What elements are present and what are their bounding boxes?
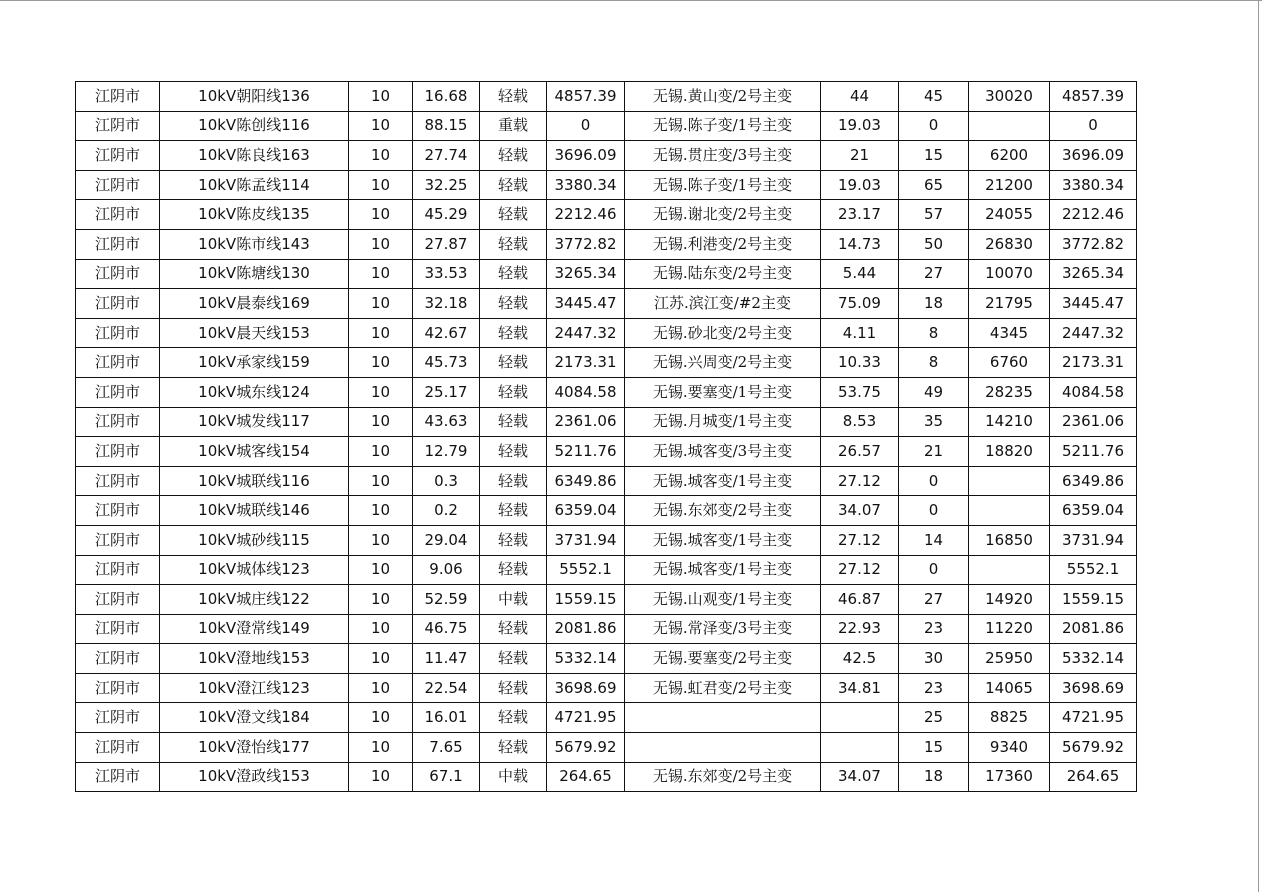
open-capacity-cell: 3445.47 [1050,289,1137,319]
line-name-cell: 10kV陈良线163 [160,141,349,171]
load-status-cell: 轻载 [480,377,547,407]
line-name-cell: 10kV陈市线143 [160,229,349,259]
open-capacity-cell: 2173.31 [1050,348,1137,378]
table-row [76,673,1137,703]
transformer-cell: 无锡.砂北变/2号主变 [625,318,821,348]
transformer-cell: 无锡.月城变/1号主变 [625,407,821,437]
line-name-cell: 10kV城客线154 [160,437,349,467]
transformer-cell: 无锡.要塞变/1号主变 [625,377,821,407]
open-capacity-cell: 1559.15 [1050,585,1137,615]
transformer-cell: 无锡.黄山变/2号主变 [625,82,821,112]
transformer-cell: 无锡.利港变/2号主变 [625,229,821,259]
table-row [76,170,1137,200]
voltage-cell: 10 [349,170,413,200]
user-count-cell: 30 [899,644,969,674]
transformer-load-rate-cell: 46.87 [821,585,899,615]
load-status-cell: 轻载 [480,407,547,437]
table-row [76,555,1137,585]
line-name-cell: 10kV澄政线153 [160,762,349,792]
load-rate-cell: 0.3 [413,466,480,496]
load-status-cell: 轻载 [480,614,547,644]
voltage-cell: 10 [349,555,413,585]
installed-capacity-cell: 10070 [969,259,1050,289]
open-capacity-cell: 3265.34 [1050,259,1137,289]
open-capacity-cell: 3772.82 [1050,229,1137,259]
table-row [76,289,1137,319]
load-rate-cell: 29.04 [413,525,480,555]
voltage-cell: 10 [349,318,413,348]
table-row [76,703,1137,733]
user-count-cell: 27 [899,585,969,615]
open-capacity-cell: 4721.95 [1050,703,1137,733]
load-status-cell: 轻载 [480,200,547,230]
open-capacity-cell: 5552.1 [1050,555,1137,585]
available-capacity-cell: 2173.31 [547,348,625,378]
load-status-cell: 轻载 [480,229,547,259]
load-status-cell: 重载 [480,111,547,141]
user-count-cell: 49 [899,377,969,407]
line-name-cell: 10kV陈创线116 [160,111,349,141]
transformer-cell: 无锡.山观变/1号主变 [625,585,821,615]
available-capacity-cell: 5552.1 [547,555,625,585]
open-capacity-cell: 2447.32 [1050,318,1137,348]
voltage-cell: 10 [349,377,413,407]
installed-capacity-cell: 6200 [969,141,1050,171]
load-rate-cell: 32.25 [413,170,480,200]
open-capacity-cell: 6359.04 [1050,496,1137,526]
user-count-cell: 15 [899,141,969,171]
transformer-load-rate-cell: 42.5 [821,644,899,674]
installed-capacity-cell: 16850 [969,525,1050,555]
city-cell: 江阴市 [76,141,160,171]
table-row [76,466,1137,496]
city-cell: 江阴市 [76,437,160,467]
available-capacity-cell: 2447.32 [547,318,625,348]
table-body [76,82,1137,792]
available-capacity-cell: 5332.14 [547,644,625,674]
available-capacity-cell: 3698.69 [547,673,625,703]
city-cell: 江阴市 [76,229,160,259]
load-status-cell: 中载 [480,585,547,615]
open-capacity-cell: 3698.69 [1050,673,1137,703]
user-count-cell: 57 [899,200,969,230]
load-status-cell: 轻载 [480,348,547,378]
user-count-cell: 18 [899,289,969,319]
user-count-cell: 8 [899,318,969,348]
load-status-cell: 轻载 [480,318,547,348]
city-cell: 江阴市 [76,525,160,555]
voltage-cell: 10 [349,733,413,763]
load-rate-cell: 22.54 [413,673,480,703]
installed-capacity-cell: 14920 [969,585,1050,615]
open-capacity-cell: 4084.58 [1050,377,1137,407]
city-cell: 江阴市 [76,466,160,496]
open-capacity-cell: 2361.06 [1050,407,1137,437]
transformer-cell: 无锡.城客变/1号主变 [625,466,821,496]
available-capacity-cell: 3380.34 [547,170,625,200]
open-capacity-cell: 3731.94 [1050,525,1137,555]
table-row [76,733,1137,763]
installed-capacity-cell: 17360 [969,762,1050,792]
transformer-load-rate-cell: 23.17 [821,200,899,230]
city-cell: 江阴市 [76,614,160,644]
transformer-load-rate-cell: 19.03 [821,170,899,200]
installed-capacity-cell: 25950 [969,644,1050,674]
transformer-cell: 无锡.常泽变/3号主变 [625,614,821,644]
load-status-cell: 轻载 [480,733,547,763]
line-name-cell: 10kV陈塘线130 [160,259,349,289]
line-name-cell: 10kV晨天线153 [160,318,349,348]
line-name-cell: 10kV陈孟线114 [160,170,349,200]
line-name-cell: 10kV承家线159 [160,348,349,378]
user-count-cell: 18 [899,762,969,792]
load-rate-cell: 52.59 [413,585,480,615]
available-capacity-cell: 5211.76 [547,437,625,467]
voltage-cell: 10 [349,348,413,378]
available-capacity-cell: 3731.94 [547,525,625,555]
line-name-cell: 10kV陈皮线135 [160,200,349,230]
load-rate-cell: 7.65 [413,733,480,763]
user-count-cell: 14 [899,525,969,555]
voltage-cell: 10 [349,644,413,674]
table-row [76,496,1137,526]
load-status-cell: 中载 [480,762,547,792]
installed-capacity-cell: 28235 [969,377,1050,407]
user-count-cell: 8 [899,348,969,378]
load-rate-cell: 42.67 [413,318,480,348]
city-cell: 江阴市 [76,200,160,230]
load-rate-cell: 33.53 [413,259,480,289]
installed-capacity-cell: 26830 [969,229,1050,259]
installed-capacity-cell: 30020 [969,82,1050,112]
load-rate-cell: 45.29 [413,200,480,230]
table-row [76,82,1137,112]
transformer-load-rate-cell: 27.12 [821,466,899,496]
city-cell: 江阴市 [76,318,160,348]
line-name-cell: 10kV城联线116 [160,466,349,496]
open-capacity-cell: 3380.34 [1050,170,1137,200]
open-capacity-cell: 5332.14 [1050,644,1137,674]
available-capacity-cell: 3445.47 [547,289,625,319]
open-capacity-cell: 4857.39 [1050,82,1137,112]
table-row [76,614,1137,644]
load-rate-cell: 16.68 [413,82,480,112]
transformer-load-rate-cell: 21 [821,141,899,171]
table-row [76,318,1137,348]
load-rate-cell: 12.79 [413,437,480,467]
load-rate-cell: 11.47 [413,644,480,674]
load-status-cell: 轻载 [480,289,547,319]
table-row [76,377,1137,407]
line-name-cell: 10kV澄常线149 [160,614,349,644]
transformer-cell: 无锡.谢北变/2号主变 [625,200,821,230]
transformer-load-rate-cell: 75.09 [821,289,899,319]
voltage-cell: 10 [349,82,413,112]
city-cell: 江阴市 [76,644,160,674]
page-top-border [0,0,1262,1]
available-capacity-cell: 2081.86 [547,614,625,644]
voltage-cell: 10 [349,259,413,289]
load-status-cell: 轻载 [480,82,547,112]
installed-capacity-cell [969,555,1050,585]
available-capacity-cell: 4084.58 [547,377,625,407]
voltage-cell: 10 [349,673,413,703]
voltage-cell: 10 [349,496,413,526]
load-rate-cell: 25.17 [413,377,480,407]
transformer-cell: 无锡.陈子变/1号主变 [625,111,821,141]
table-row [76,762,1137,792]
user-count-cell: 50 [899,229,969,259]
line-name-cell: 10kV澄江线123 [160,673,349,703]
transformer-cell: 无锡.东郊变/2号主变 [625,496,821,526]
available-capacity-cell: 0 [547,111,625,141]
city-cell: 江阴市 [76,407,160,437]
user-count-cell: 25 [899,703,969,733]
transformer-cell: 无锡.陈子变/1号主变 [625,170,821,200]
voltage-cell: 10 [349,141,413,171]
feeder-load-table [75,81,1137,792]
available-capacity-cell: 6349.86 [547,466,625,496]
voltage-cell: 10 [349,466,413,496]
available-capacity-cell: 264.65 [547,762,625,792]
load-rate-cell: 9.06 [413,555,480,585]
installed-capacity-cell [969,466,1050,496]
line-name-cell: 10kV城砂线115 [160,525,349,555]
installed-capacity-cell: 9340 [969,733,1050,763]
user-count-cell: 0 [899,496,969,526]
city-cell: 江阴市 [76,555,160,585]
transformer-cell [625,733,821,763]
table-row [76,348,1137,378]
open-capacity-cell: 0 [1050,111,1137,141]
transformer-cell: 无锡.东郊变/2号主变 [625,762,821,792]
user-count-cell: 21 [899,437,969,467]
installed-capacity-cell [969,111,1050,141]
available-capacity-cell: 6359.04 [547,496,625,526]
voltage-cell: 10 [349,200,413,230]
installed-capacity-cell: 4345 [969,318,1050,348]
load-rate-cell: 27.74 [413,141,480,171]
city-cell: 江阴市 [76,82,160,112]
installed-capacity-cell: 14210 [969,407,1050,437]
user-count-cell: 27 [899,259,969,289]
available-capacity-cell: 2361.06 [547,407,625,437]
installed-capacity-cell: 11220 [969,614,1050,644]
table-row [76,229,1137,259]
transformer-load-rate-cell: 34.07 [821,762,899,792]
transformer-cell: 无锡.陆东变/2号主变 [625,259,821,289]
transformer-load-rate-cell: 53.75 [821,377,899,407]
city-cell: 江阴市 [76,170,160,200]
installed-capacity-cell: 8825 [969,703,1050,733]
available-capacity-cell: 4857.39 [547,82,625,112]
transformer-load-rate-cell [821,733,899,763]
installed-capacity-cell: 18820 [969,437,1050,467]
line-name-cell: 10kV城发线117 [160,407,349,437]
transformer-cell: 无锡.要塞变/2号主变 [625,644,821,674]
line-name-cell: 10kV澄怡线177 [160,733,349,763]
transformer-load-rate-cell: 34.81 [821,673,899,703]
user-count-cell: 0 [899,111,969,141]
user-count-cell: 35 [899,407,969,437]
load-status-cell: 轻载 [480,496,547,526]
load-rate-cell: 32.18 [413,289,480,319]
open-capacity-cell: 5679.92 [1050,733,1137,763]
transformer-load-rate-cell: 44 [821,82,899,112]
transformer-load-rate-cell [821,703,899,733]
load-rate-cell: 67.1 [413,762,480,792]
load-status-cell: 轻载 [480,644,547,674]
load-status-cell: 轻载 [480,259,547,289]
line-name-cell: 10kV澄地线153 [160,644,349,674]
open-capacity-cell: 6349.86 [1050,466,1137,496]
city-cell: 江阴市 [76,289,160,319]
load-rate-cell: 45.73 [413,348,480,378]
voltage-cell: 10 [349,437,413,467]
load-status-cell: 轻载 [480,170,547,200]
voltage-cell: 10 [349,289,413,319]
line-name-cell: 10kV城联线146 [160,496,349,526]
table-row [76,259,1137,289]
open-capacity-cell: 2081.86 [1050,614,1137,644]
table-row [76,407,1137,437]
installed-capacity-cell [969,496,1050,526]
table-row [76,437,1137,467]
transformer-cell: 无锡.虹君变/2号主变 [625,673,821,703]
city-cell: 江阴市 [76,762,160,792]
transformer-cell: 江苏.滨江变/#2主变 [625,289,821,319]
open-capacity-cell: 264.65 [1050,762,1137,792]
voltage-cell: 10 [349,111,413,141]
user-count-cell: 0 [899,466,969,496]
line-name-cell: 10kV晨泰线169 [160,289,349,319]
table-row [76,585,1137,615]
user-count-cell: 15 [899,733,969,763]
installed-capacity-cell: 21795 [969,289,1050,319]
available-capacity-cell: 2212.46 [547,200,625,230]
voltage-cell: 10 [349,585,413,615]
transformer-cell: 无锡.兴周变/2号主变 [625,348,821,378]
transformer-load-rate-cell: 19.03 [821,111,899,141]
table-row [76,525,1137,555]
installed-capacity-cell: 6760 [969,348,1050,378]
transformer-load-rate-cell: 34.07 [821,496,899,526]
load-rate-cell: 16.01 [413,703,480,733]
voltage-cell: 10 [349,703,413,733]
transformer-cell [625,703,821,733]
table-row [76,141,1137,171]
transformer-load-rate-cell: 5.44 [821,259,899,289]
city-cell: 江阴市 [76,733,160,763]
line-name-cell: 10kV城庄线122 [160,585,349,615]
available-capacity-cell: 3696.09 [547,141,625,171]
transformer-cell: 无锡.贯庄变/3号主变 [625,141,821,171]
load-status-cell: 轻载 [480,141,547,171]
installed-capacity-cell: 14065 [969,673,1050,703]
table-row [76,111,1137,141]
available-capacity-cell: 4721.95 [547,703,625,733]
user-count-cell: 0 [899,555,969,585]
table-row [76,200,1137,230]
city-cell: 江阴市 [76,259,160,289]
load-status-cell: 轻载 [480,466,547,496]
transformer-load-rate-cell: 4.11 [821,318,899,348]
transformer-load-rate-cell: 26.57 [821,437,899,467]
load-rate-cell: 27.87 [413,229,480,259]
available-capacity-cell: 1559.15 [547,585,625,615]
load-status-cell: 轻载 [480,525,547,555]
user-count-cell: 45 [899,82,969,112]
open-capacity-cell: 2212.46 [1050,200,1137,230]
transformer-load-rate-cell: 27.12 [821,555,899,585]
load-status-cell: 轻载 [480,437,547,467]
city-cell: 江阴市 [76,496,160,526]
installed-capacity-cell: 24055 [969,200,1050,230]
voltage-cell: 10 [349,229,413,259]
transformer-load-rate-cell: 8.53 [821,407,899,437]
city-cell: 江阴市 [76,348,160,378]
page-right-border [1258,0,1259,892]
user-count-cell: 65 [899,170,969,200]
load-rate-cell: 46.75 [413,614,480,644]
transformer-load-rate-cell: 14.73 [821,229,899,259]
city-cell: 江阴市 [76,703,160,733]
transformer-cell: 无锡.城客变/1号主变 [625,525,821,555]
available-capacity-cell: 5679.92 [547,733,625,763]
voltage-cell: 10 [349,762,413,792]
city-cell: 江阴市 [76,585,160,615]
city-cell: 江阴市 [76,111,160,141]
voltage-cell: 10 [349,407,413,437]
load-rate-cell: 88.15 [413,111,480,141]
installed-capacity-cell: 21200 [969,170,1050,200]
transformer-cell: 无锡.城客变/1号主变 [625,555,821,585]
user-count-cell: 23 [899,614,969,644]
table-row [76,644,1137,674]
voltage-cell: 10 [349,525,413,555]
load-status-cell: 轻载 [480,555,547,585]
user-count-cell: 23 [899,673,969,703]
transformer-load-rate-cell: 10.33 [821,348,899,378]
transformer-load-rate-cell: 27.12 [821,525,899,555]
city-cell: 江阴市 [76,377,160,407]
transformer-cell: 无锡.城客变/3号主变 [625,437,821,467]
voltage-cell: 10 [349,614,413,644]
load-rate-cell: 0.2 [413,496,480,526]
line-name-cell: 10kV朝阳线136 [160,82,349,112]
load-rate-cell: 43.63 [413,407,480,437]
available-capacity-cell: 3772.82 [547,229,625,259]
line-name-cell: 10kV澄文线184 [160,703,349,733]
load-status-cell: 轻载 [480,673,547,703]
open-capacity-cell: 5211.76 [1050,437,1137,467]
available-capacity-cell: 3265.34 [547,259,625,289]
city-cell: 江阴市 [76,673,160,703]
load-status-cell: 轻载 [480,703,547,733]
transformer-load-rate-cell: 22.93 [821,614,899,644]
line-name-cell: 10kV城体线123 [160,555,349,585]
line-name-cell: 10kV城东线124 [160,377,349,407]
open-capacity-cell: 3696.09 [1050,141,1137,171]
